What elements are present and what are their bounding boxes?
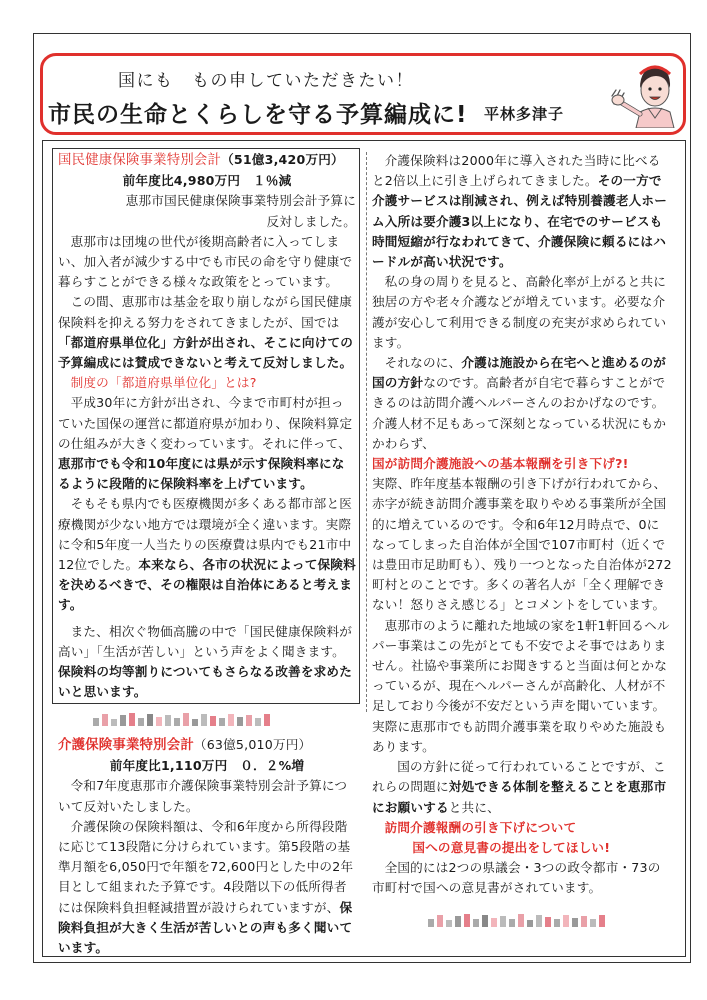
- kaigo-paragraph-1: 令和7年度恵那市介護保険事業特別会計予算について反対いたしました。: [58, 778, 348, 814]
- right-paragraph-7: 全国的には2つの県議会・3つの政令都市・73の市町村で国への意見書がされています。: [372, 860, 661, 896]
- right-paragraph-5: 恵那市のように離れた地域の家を1軒1軒回るヘルパー事業はこの先がとても不安でよそ事ではありません。社協や事業所にお聞きすると当面は何とかなっているが、現在ヘルパーさんが高齢化、人材が不足しており今後が不安だという声を聞いています。実際に恵那市でも訪問介護事業を取りやめた施設もあります。: [372, 617, 670, 754]
- kokuho-subheading: 制度の「都道府県単位化」とは?: [70, 375, 257, 391]
- kaigo-paragraph-2: [58, 817, 356, 958]
- kokuho-paragraph-4-emphasis: 本来なら、各市の状況によって保険料を決めるべきで、その権限は自治体にあると考えます。: [58, 557, 356, 613]
- right-paragraph-1-emphasis: その一方で介護サービスは削減され、例えば特別養護老人ホーム入所は要介護3以上になり、在宅でのサービスも 時間短縮が行なわれてきて、介護保険に頼るにはハードルが高い状況です。: [372, 173, 668, 270]
- right-paragraph-3-emphasis: 介護は施設から在宅へと進めるのが国の方針: [372, 355, 667, 391]
- page-title: 市民の生命とくらしを守る予算編成に!: [48, 102, 468, 128]
- waving-person-icon: [600, 52, 676, 128]
- right-paragraph-1: [372, 151, 672, 272]
- kaigo-amount: （63億5,010万円）: [193, 737, 312, 752]
- kaigo-paragraph-2-text: 介護保険の保険料額は、令和6年度から所得段階に応じて13段階に分けられています。第5段階の基準月額を6,050円で年額を72,600円とした中の2年目として組まれた予算です。4段階以下の低所得者には保険料負担軽減措置が設けられていますが、: [58, 818, 354, 915]
- kokuho-paragraph-3-emphasis: 恵那市でも令和10年度には県が示す保険料率になるように段階的に保険料率を上げています。: [58, 456, 345, 492]
- column-divider: [366, 152, 367, 712]
- decorative-stamp-row-icon: [428, 913, 605, 927]
- kaigo-continuation: [372, 151, 672, 899]
- kokuho-section: [58, 150, 356, 702]
- kokuho-paragraph-1: 恵那市は団塊の世代が後期高齢者に入ってしまい、加入者が減少する中でも市民の命を守り健康で暮らすことができる様々な政策をとっています。: [58, 233, 353, 290]
- kokuho-paragraph-2-text: この間、恵那市は基金を取り崩しながら国民健康保険料を抑える努力をされてきましたが、国では: [58, 294, 353, 330]
- decorative-stamp-row-icon: [93, 712, 270, 726]
- kokuho-paragraph-4-text: そもそも県内でも医療機関が多くある都市部と医療機関が少ない地方では環境が全く違います。実際に令和5年度一人当たりの医療費は県内でも21市中12位でした。: [58, 496, 353, 573]
- right-paragraph-4: 実際、昨年度基本報酬の引き下げが行われてから、赤字が続き訪問介護事業を取りやめる事業所が全国的に増えているのです。令和6年12月時点で、0になってしまった自治体が全国で107市町村（近くでは豊田市足助町も）、残り一つとなった自治体が272町村とのことです。多くの著名人が「全く理解できない！怒りさえ感じる」とコメントをしています。: [372, 476, 672, 613]
- request-line-1: 訪問介護報酬の引き下げについて: [384, 819, 577, 835]
- houmon-kaigo-heading: 国が訪問介護施設への基本報酬を引き下げ?!: [372, 456, 629, 472]
- kokuho-stance-line1: 恵那市国民健康保険事業特別会計予算に: [125, 193, 356, 209]
- kokuho-paragraph-5: [58, 622, 356, 703]
- kokuho-paragraph-4: [58, 494, 356, 615]
- kokuho-amount: （51億3,420万円）: [221, 152, 344, 167]
- kokuho-heading: 国民健康保険事業特別会計: [58, 153, 222, 168]
- kokuho-paragraph-2-emphasis: 「都道府県単位化」方針が出され、そこに向けての予算編成には賛成できないと考えて反対しました。: [58, 334, 354, 371]
- right-paragraph-6-text: 国の方針に従って行われていることですが、これらの問題に: [372, 759, 666, 795]
- kokuho-paragraph-5-text: また、相次ぐ物価高騰の中で「国民健康保険料が高い」「生活が苦しい」という声をよく聞きます。: [58, 623, 353, 659]
- request-line-2: 国への意見書の提出をしてほしい!: [412, 839, 611, 855]
- kokuho-stance-line2: 反対しました。: [266, 213, 356, 229]
- right-paragraph-6: [372, 757, 672, 818]
- right-paragraph-6-tail: と共に、: [448, 799, 500, 815]
- kokuho-heading-line: [58, 150, 356, 171]
- kaigo-comparison: 前年度比1,110万円 ０．２%増: [109, 758, 305, 774]
- author-name: 平林多津子: [484, 105, 565, 123]
- kaigo-section: [58, 735, 356, 958]
- title-subtitle: 国にも もの申していただきたい！: [118, 71, 414, 91]
- right-paragraph-3-tail: なのです。高齢者が自宅で暮らすことができるのは訪問介護ヘルパーさんのおかげなのです。介護人材不足もあって深刻となっている状況にもかかわらず、: [372, 375, 667, 451]
- right-paragraph-3-text: それなのに、: [384, 355, 462, 371]
- kaigo-paragraph-2-emphasis: 保険料負担が大きく生活が苦しいとの声も多く聞いています。: [58, 899, 353, 956]
- right-paragraph-6-emphasis: 対処できる体制を整えることを恵那市にお願いする: [372, 779, 667, 815]
- kokuho-paragraph-2: [58, 292, 356, 373]
- kokuho-paragraph-5-emphasis: 保険料の均等割りについてもさらなる改善を求めたいと思います。: [58, 664, 353, 700]
- right-paragraph-2: 私の身の周りを見ると、高齢化率が上がると共に独居の方や老々介護などが増えています。必要な介護が安心して利用できる制度の充実が求められています。: [372, 274, 667, 350]
- kokuho-paragraph-3: [58, 393, 356, 494]
- kokuho-comparison: 前年度比4,980万円 １％減: [122, 173, 292, 189]
- right-paragraph-3: [372, 353, 672, 454]
- right-paragraph-1-text: 介護保険料は2000年に導入された当時に比べると2倍以上に引き上げられてきました。: [372, 153, 661, 189]
- kaigo-heading-line: [58, 735, 356, 756]
- kaigo-heading: 介護保険事業特別会計: [58, 738, 194, 753]
- kokuho-paragraph-3-text: 平成30年に方針が出され、今まで市町村が担っていた国保の運営に都道府県が加わり、保険料算定の仕組みが大きく変わっています。それに伴って、: [58, 395, 353, 451]
